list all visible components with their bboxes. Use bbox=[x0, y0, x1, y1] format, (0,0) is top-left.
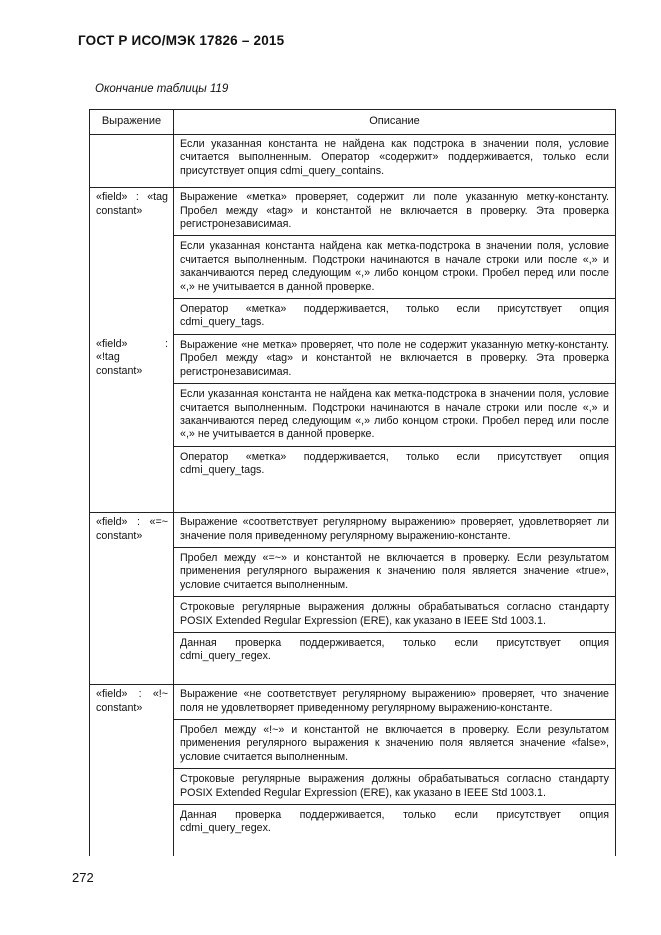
operators-table bbox=[89, 109, 616, 856]
expression-text: «field» : «=~ constant» bbox=[96, 516, 168, 542]
expression-text: «field» : «!~ constant» bbox=[96, 688, 168, 714]
description-paragraph: Выражение «метка» проверяет, содержит ли поле указанную метку-константу. Пробел между «tag» и константой не включается в проверку. Эта проверка регистронезависимая. bbox=[180, 191, 609, 231]
description-paragraph: Данная проверка поддерживается, только если присутствует опция cdmi_query_regex. bbox=[174, 804, 615, 840]
expression-text-split: «field» : bbox=[96, 338, 168, 351]
description-paragraph: Если указанная константа найдена как метка-подстрока в значении поля, условие считается выполненным. Подстроки начинаются в начале строки или после «,» и заканчиваются перед следующим «,» либо концом строки. Пробел перед или после «,» не учитывается в данной проверке. bbox=[174, 235, 615, 298]
table-row bbox=[90, 513, 616, 685]
table-header-row bbox=[90, 110, 616, 135]
page-number: 272 bbox=[72, 870, 94, 885]
document-header: ГОСТ Р ИСО/МЭК 17826 – 2015 bbox=[78, 33, 285, 48]
description-cell bbox=[174, 513, 616, 685]
expression-text: «!tag constant» bbox=[96, 351, 143, 377]
description-paragraph: Строковые регулярные выражения должны обрабатываться согласно стандарту POSIX Extended Regular Expression (ERE), как указано в IEEE Std 1003.1. bbox=[174, 596, 615, 632]
description-paragraph: Выражение «не метка» проверяет, что поле не содержит указанную метку-константу. Пробел между «tag» и константой не включается в проверку. Эта проверка регистронезависимая. bbox=[174, 334, 615, 383]
expression-cell bbox=[90, 513, 174, 685]
expression-cell bbox=[90, 188, 174, 513]
description-cell bbox=[174, 135, 616, 188]
description-paragraph: Данная проверка поддерживается, только если присутствует опция cdmi_query_regex. bbox=[174, 632, 615, 668]
description-paragraph: Строковые регулярные выражения должны обрабатываться согласно стандарту POSIX Extended Regular Expression (ERE), как указано в IEEE Std 1003.1. bbox=[174, 768, 615, 804]
description-paragraph: Выражение «не соответствует регулярному выражению» проверяет, что значение поля не удовлетворяет приведенному регулярному выражению-константе. bbox=[180, 688, 609, 714]
description-paragraph: Пробел между «=~» и константой не включается в проверку. Если результатом применения регулярного выражения к значению поля является значение «true», условие считается выполненным. bbox=[174, 547, 615, 596]
description-paragraph: Выражение «соответствует регулярному выражению» проверяет, удовлетворяет ли значение поля приведенному регулярному выражению-константе. bbox=[180, 516, 609, 542]
table-row bbox=[90, 188, 616, 513]
description-cell bbox=[174, 685, 616, 856]
table-row bbox=[90, 685, 616, 856]
expression-text: «field» : «tag constant» bbox=[96, 191, 168, 217]
table-caption: Окончание таблицы 119 bbox=[95, 83, 229, 95]
description-paragraph: Пробел между «!~» и константой не включается в проверку. Если результатом применения регулярного выражения к значению поля является значение «false», условие считается выполненным. bbox=[174, 719, 615, 768]
description-paragraph: Оператор «метка» поддерживается, только если присутствует опция cdmi_query_tags. bbox=[174, 446, 615, 482]
description-paragraph: Если указанная константа не найдена как метка-подстрока в значении поля, условие считается выполненным. Подстроки начинаются в начале строки или после «,» и заканчиваются перед следующим «,» либо концом строки. Пробел перед или после «,» не учитывается в данной проверке. bbox=[174, 383, 615, 446]
column-header-description: Описание bbox=[174, 110, 616, 135]
expression-cell bbox=[90, 135, 174, 188]
description-cell bbox=[174, 188, 616, 513]
description-paragraph: Если указанная константа не найдена как подстрока в значении поля, условие считается выполненным. Оператор «содержит» поддерживается, только если присутствует опция cdmi_query_contains. bbox=[180, 138, 609, 177]
expression-cell bbox=[90, 685, 174, 856]
column-header-expression: Выражение bbox=[90, 110, 174, 135]
description-paragraph: Оператор «метка» поддерживается, только если присутствует опция cdmi_query_tags. bbox=[174, 298, 615, 334]
table-row bbox=[90, 135, 616, 188]
